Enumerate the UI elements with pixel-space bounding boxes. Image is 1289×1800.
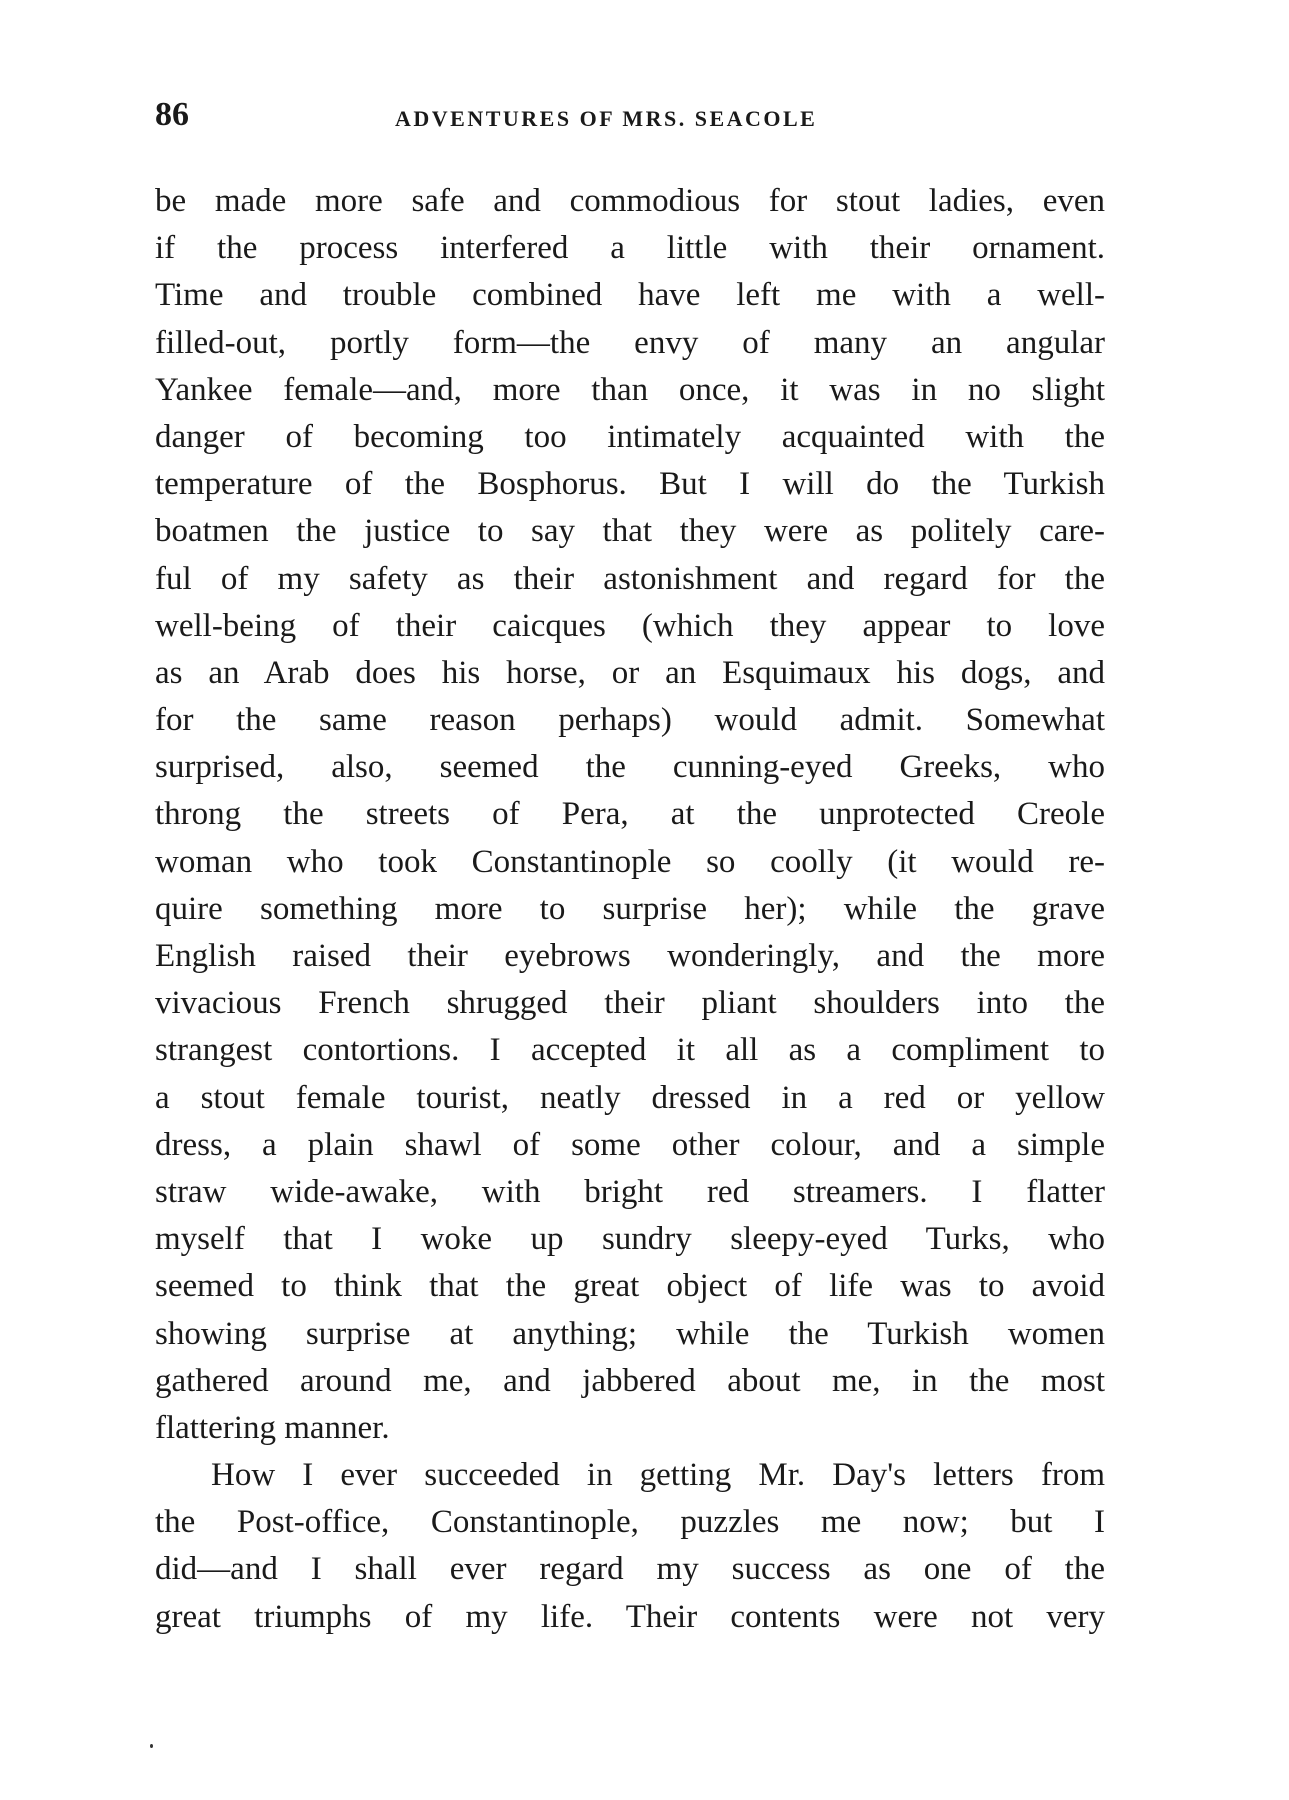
page-header (155, 96, 1105, 146)
text-line: if the process interfered a little with their ornament. (155, 230, 1105, 267)
text-line: temperature of the Bosphorus. But I will do the Turkish (155, 466, 1105, 503)
text-line: gathered around me, and jabbered about me, in the most (155, 1362, 1105, 1399)
text-line: did—and I shall ever regard my success as one of the (155, 1551, 1105, 1588)
running-head: ADVENTURES OF MRS. SEACOLE (395, 106, 818, 131)
text-line: Time and trouble combined have left me with a well- (155, 277, 1105, 314)
ink-speck (150, 1744, 153, 1748)
text-line: throng the streets of Pera, at the unprotected Creole (155, 796, 1105, 833)
text-line: straw wide-awake, with bright red streamers. I flatter (155, 1173, 1105, 1210)
text-line: showing surprise at anything; while the Turkish women (155, 1315, 1105, 1352)
text-line: vivacious French shrugged their pliant shoulders into the (155, 985, 1105, 1022)
text-line: well-being of their caicques (which they appear to love (155, 607, 1105, 644)
text-line: the Post-office, Constantinople, puzzles me now; but I (155, 1504, 1105, 1541)
text-line: quire something more to surprise her); while the grave (155, 890, 1105, 927)
text-line: woman who took Constantinople so coolly (it would re- (155, 843, 1105, 880)
text-line: as an Arab does his horse, or an Esquimaux his dogs, and (155, 654, 1105, 691)
text-line: filled-out, portly form—the envy of many an angular (155, 324, 1105, 361)
text-line: flattering manner. (155, 1409, 390, 1446)
paragraph (155, 178, 1105, 1452)
text-line: English raised their eyebrows wonderingly, and the more (155, 938, 1105, 974)
text-line: ful of my safety as their astonishment and regard for the (155, 560, 1105, 597)
text-line: strangest contortions. I accepted it all as a compliment to (155, 1032, 1105, 1069)
text-line: seemed to think that the great object of life was to avoid (155, 1268, 1105, 1305)
text-line: great triumphs of my life. Their contents were not very (155, 1598, 1105, 1635)
text-line: be made more safe and commodious for stout ladies, even (155, 183, 1105, 219)
text-line: surprised, also, seemed the cunning-eyed Greeks, who (155, 749, 1105, 786)
text-line: myself that I woke up sundry sleepy-eyed Turks, who (155, 1221, 1105, 1258)
body-text (155, 178, 1105, 1641)
page-number: 86 (155, 96, 189, 133)
text-line: for the same reason perhaps) would admit. Somewhat (155, 702, 1105, 739)
text-line: dress, a plain shawl of some other colour, and a simple (155, 1126, 1105, 1163)
text-line: boatmen the justice to say that they were as politely care- (155, 513, 1105, 550)
text-line: a stout female tourist, neatly dressed in a red or yellow (155, 1079, 1105, 1116)
text-line: danger of becoming too intimately acquainted with the (155, 418, 1105, 455)
text-line: How I ever succeeded in getting Mr. Day's letters from (211, 1457, 1105, 1494)
paragraph (155, 1452, 1105, 1641)
text-line: Yankee female—and, more than once, it was in no slight (155, 371, 1105, 408)
